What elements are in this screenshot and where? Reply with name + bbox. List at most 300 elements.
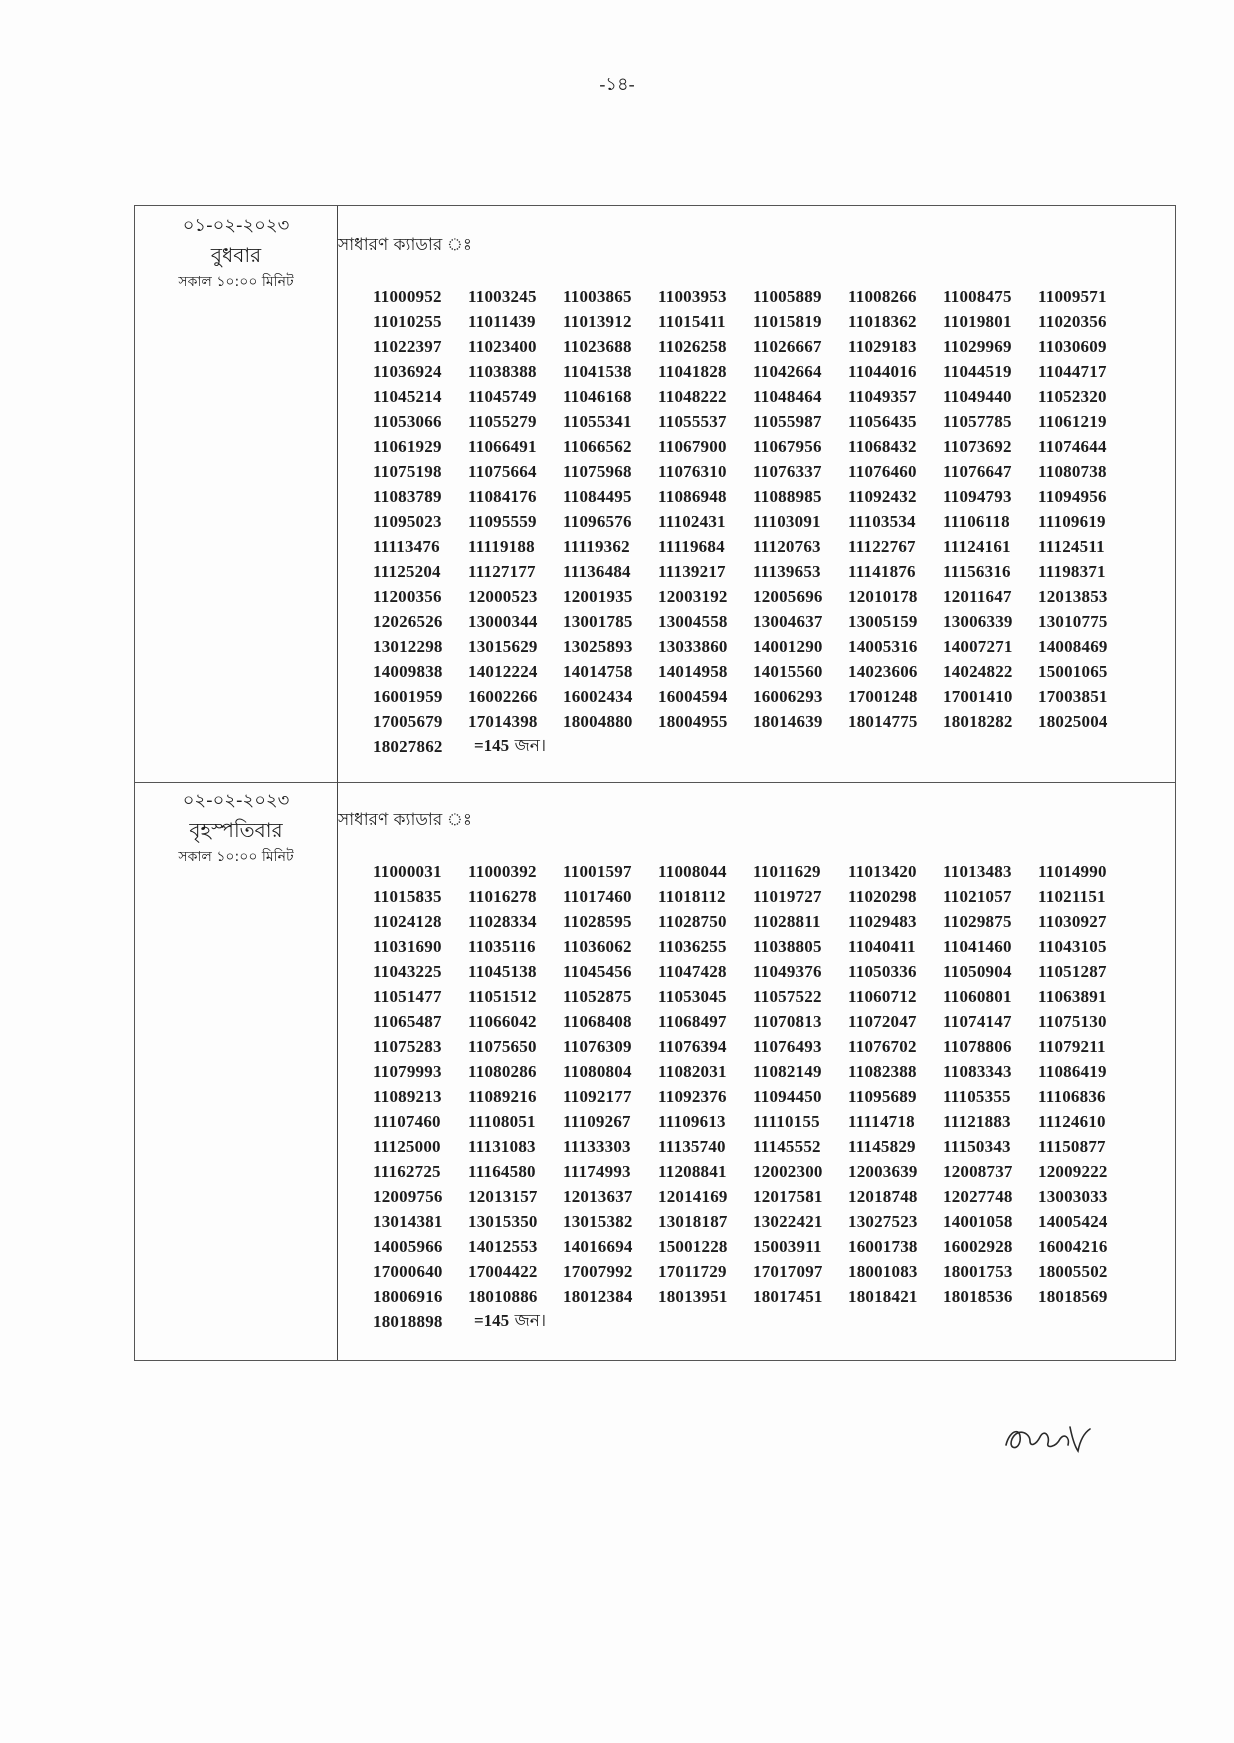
roll-row bbox=[373, 1084, 1133, 1109]
schedule-block bbox=[134, 781, 1176, 1361]
roll-number: 11013483 bbox=[943, 861, 1012, 881]
roll-row bbox=[373, 1059, 1133, 1084]
roll-number: 11102431 bbox=[658, 511, 726, 531]
roll-number: 11003953 bbox=[658, 286, 727, 306]
roll-number: 11008044 bbox=[658, 861, 727, 881]
roll-number: 11135740 bbox=[658, 1136, 726, 1156]
roll-row bbox=[373, 559, 1133, 584]
roll-row bbox=[373, 1309, 1133, 1334]
roll-number: 18018282 bbox=[943, 711, 1013, 731]
roll-number: 12009756 bbox=[373, 1186, 443, 1206]
roll-number: 18001753 bbox=[943, 1261, 1013, 1281]
roll-number: 11076337 bbox=[753, 461, 822, 481]
exam-time: সকাল ১০:০০ মিনিট bbox=[178, 274, 294, 290]
roll-number: 12013157 bbox=[468, 1186, 538, 1206]
roll-number: 11022397 bbox=[373, 336, 442, 356]
roll-number: 17004422 bbox=[468, 1261, 538, 1281]
roll-number: 18014639 bbox=[753, 711, 823, 731]
roll-row bbox=[373, 959, 1133, 984]
total-count bbox=[474, 733, 546, 761]
roll-number: 18001083 bbox=[848, 1261, 918, 1281]
roll-number: 11036062 bbox=[563, 936, 632, 956]
roll-number: 11089213 bbox=[373, 1086, 442, 1106]
roll-number: 11076647 bbox=[943, 461, 1012, 481]
roll-number: 11174993 bbox=[563, 1161, 631, 1181]
roll-number: 11053066 bbox=[373, 411, 442, 431]
roll-number: 11038388 bbox=[468, 361, 537, 381]
roll-row bbox=[373, 984, 1133, 1009]
roll-number: 14012224 bbox=[468, 661, 538, 681]
roll-number: 11046168 bbox=[563, 386, 632, 406]
roll-number: 14016694 bbox=[563, 1236, 633, 1256]
roll-row bbox=[373, 1009, 1133, 1034]
roll-number: 16001959 bbox=[373, 686, 443, 706]
roll-number: 11019727 bbox=[753, 886, 822, 906]
roll-number: 11136484 bbox=[563, 561, 631, 581]
roll-number: 11119188 bbox=[468, 536, 535, 556]
roll-number: 14005966 bbox=[373, 1236, 443, 1256]
roll-number: 11026667 bbox=[753, 336, 822, 356]
roll-row bbox=[373, 284, 1133, 309]
roll-number: 11124511 bbox=[1038, 536, 1105, 556]
roll-number: 11092177 bbox=[563, 1086, 632, 1106]
roll-number: 14023606 bbox=[848, 661, 918, 681]
roll-number: 11141876 bbox=[848, 561, 916, 581]
roll-number: 13027523 bbox=[848, 1211, 918, 1231]
exam-time: সকাল ১০:০০ মিনিট bbox=[178, 849, 294, 865]
roll-number: 17003851 bbox=[1038, 686, 1108, 706]
roll-row bbox=[373, 634, 1133, 659]
roll-number: 11105355 bbox=[943, 1086, 1011, 1106]
roll-number: 11074644 bbox=[1038, 436, 1107, 456]
roll-number: 11108051 bbox=[468, 1111, 536, 1131]
roll-number: 18027862 bbox=[373, 736, 443, 756]
roll-number: 11010255 bbox=[373, 311, 442, 331]
roll-number: 11072047 bbox=[848, 1011, 917, 1031]
roll-number: 11045214 bbox=[373, 386, 442, 406]
roll-number: 15001065 bbox=[1038, 661, 1108, 681]
roll-number: 13014381 bbox=[373, 1211, 443, 1231]
roll-number: 11095023 bbox=[373, 511, 442, 531]
cadre-heading: সাধারণ ক্যাডার ঃ bbox=[338, 235, 472, 255]
roll-row bbox=[373, 384, 1133, 409]
date-cell bbox=[135, 781, 338, 1360]
roll-number: 12002300 bbox=[753, 1161, 823, 1181]
roll-number: 11150877 bbox=[1038, 1136, 1106, 1156]
roll-number: 11200356 bbox=[373, 586, 442, 606]
roll-row bbox=[373, 334, 1133, 359]
roll-number: 11041828 bbox=[658, 361, 727, 381]
roll-number: 13001785 bbox=[563, 611, 633, 631]
roll-number: 11008475 bbox=[943, 286, 1012, 306]
roll-number: 11092432 bbox=[848, 486, 917, 506]
roll-number: 13033860 bbox=[658, 636, 728, 656]
roll-number: 12017581 bbox=[753, 1186, 823, 1206]
roll-number: 13003033 bbox=[1038, 1186, 1108, 1206]
roll-number: 12008737 bbox=[943, 1161, 1013, 1181]
roll-number: 15003911 bbox=[753, 1236, 822, 1256]
roll-number: 18005502 bbox=[1038, 1261, 1108, 1281]
roll-number: 12011647 bbox=[943, 586, 1012, 606]
roll-number: 11122767 bbox=[848, 536, 916, 556]
roll-number: 11023688 bbox=[563, 336, 632, 356]
roll-number: 11021151 bbox=[1038, 886, 1106, 906]
roll-number: 11057785 bbox=[943, 411, 1012, 431]
roll-number: 12009222 bbox=[1038, 1161, 1108, 1181]
roll-number: 11131083 bbox=[468, 1136, 536, 1156]
roll-number: 11076702 bbox=[848, 1036, 917, 1056]
roll-number: 11029183 bbox=[848, 336, 917, 356]
roll-number: 11080738 bbox=[1038, 461, 1107, 481]
roll-number: 11066491 bbox=[468, 436, 537, 456]
roll-number: 11094793 bbox=[943, 486, 1012, 506]
roll-number: 17007992 bbox=[563, 1261, 633, 1281]
roll-number: 11029483 bbox=[848, 911, 917, 931]
roll-row bbox=[373, 709, 1133, 734]
roll-number: 11068432 bbox=[848, 436, 917, 456]
roll-row bbox=[373, 584, 1133, 609]
roll-number: 11013420 bbox=[848, 861, 917, 881]
roll-number: 11133303 bbox=[563, 1136, 631, 1156]
roll-row bbox=[373, 309, 1133, 334]
roll-number: 11070813 bbox=[753, 1011, 822, 1031]
roll-number: 13022421 bbox=[753, 1211, 823, 1231]
roll-number: 18004955 bbox=[658, 711, 728, 731]
exam-day: বুধবার bbox=[210, 243, 262, 267]
total-value: =145 bbox=[474, 735, 510, 755]
roll-number: 11084495 bbox=[563, 486, 632, 506]
roll-number: 12013637 bbox=[563, 1186, 633, 1206]
roll-number: 11055341 bbox=[563, 411, 632, 431]
roll-number: 16001738 bbox=[848, 1236, 918, 1256]
roll-row bbox=[373, 484, 1133, 509]
roll-number: 16004594 bbox=[658, 686, 728, 706]
roll-number: 11075130 bbox=[1038, 1011, 1107, 1031]
roll-number: 16002434 bbox=[563, 686, 633, 706]
roll-number: 13004558 bbox=[658, 611, 728, 631]
roll-number: 11052320 bbox=[1038, 386, 1107, 406]
roll-number: 11045456 bbox=[563, 961, 632, 981]
roll-number: 11049357 bbox=[848, 386, 917, 406]
roll-number: 11076460 bbox=[848, 461, 917, 481]
roll-number: 11035116 bbox=[468, 936, 536, 956]
roll-number: 11020356 bbox=[1038, 311, 1107, 331]
roll-number: 11000392 bbox=[468, 861, 537, 881]
roll-number: 11051477 bbox=[373, 986, 442, 1006]
total-count bbox=[474, 1308, 546, 1336]
roll-number: 11164580 bbox=[468, 1161, 536, 1181]
roll-number: 11094956 bbox=[1038, 486, 1107, 506]
roll-number: 11106836 bbox=[1038, 1086, 1106, 1106]
roll-number: 11139217 bbox=[658, 561, 726, 581]
roll-number: 11042664 bbox=[753, 361, 822, 381]
roll-cell bbox=[338, 206, 1175, 782]
roll-number: 11113476 bbox=[373, 536, 440, 556]
roll-number: 17000640 bbox=[373, 1261, 443, 1281]
roll-number: 11043225 bbox=[373, 961, 442, 981]
roll-number: 11021057 bbox=[943, 886, 1012, 906]
roll-number: 11053045 bbox=[658, 986, 727, 1006]
roll-number: 11028334 bbox=[468, 911, 537, 931]
roll-row bbox=[373, 734, 1133, 759]
roll-number: 11120763 bbox=[753, 536, 821, 556]
roll-number: 11020298 bbox=[848, 886, 917, 906]
roll-number: 11198371 bbox=[1038, 561, 1106, 581]
exam-date: ০২-০২-২০২৩ bbox=[182, 790, 290, 811]
roll-number: 18018421 bbox=[848, 1286, 918, 1306]
roll-number: 18018569 bbox=[1038, 1286, 1108, 1306]
roll-number: 11083789 bbox=[373, 486, 442, 506]
roll-number: 11075664 bbox=[468, 461, 537, 481]
roll-number: 18014775 bbox=[848, 711, 918, 731]
roll-number: 11038805 bbox=[753, 936, 822, 956]
roll-number: 16002266 bbox=[468, 686, 538, 706]
roll-row bbox=[373, 534, 1133, 559]
roll-number: 11018112 bbox=[658, 886, 726, 906]
date-cell bbox=[135, 206, 338, 782]
roll-row bbox=[373, 434, 1133, 459]
roll-number: 11028595 bbox=[563, 911, 632, 931]
roll-number-list bbox=[373, 859, 1133, 1334]
roll-number: 12000523 bbox=[468, 586, 538, 606]
roll-number: 11145829 bbox=[848, 1136, 916, 1156]
total-unit: জন। bbox=[509, 735, 547, 756]
roll-number: 11109619 bbox=[1038, 511, 1106, 531]
roll-number: 11061219 bbox=[1038, 411, 1107, 431]
roll-number: 11048222 bbox=[658, 386, 727, 406]
roll-number: 11109267 bbox=[563, 1111, 631, 1131]
roll-number: 11127177 bbox=[468, 561, 536, 581]
roll-number: 11011629 bbox=[753, 861, 821, 881]
roll-number: 16006293 bbox=[753, 686, 823, 706]
roll-number: 15001228 bbox=[658, 1236, 728, 1256]
roll-number: 17011729 bbox=[658, 1261, 727, 1281]
roll-number: 14014758 bbox=[563, 661, 633, 681]
roll-number: 11026258 bbox=[658, 336, 727, 356]
roll-number: 11124161 bbox=[943, 536, 1011, 556]
roll-number: 11028750 bbox=[658, 911, 727, 931]
roll-number: 12026526 bbox=[373, 611, 443, 631]
roll-number: 18025004 bbox=[1038, 711, 1108, 731]
roll-number: 11029875 bbox=[943, 911, 1012, 931]
roll-number: 11001597 bbox=[563, 861, 632, 881]
roll-number: 11015835 bbox=[373, 886, 442, 906]
total-value: =145 bbox=[474, 1310, 510, 1330]
signature-mark bbox=[1000, 1415, 1110, 1465]
roll-row bbox=[373, 909, 1133, 934]
roll-row bbox=[373, 409, 1133, 434]
roll-number: 11103534 bbox=[848, 511, 916, 531]
roll-number: 11139653 bbox=[753, 561, 821, 581]
roll-number: 11000031 bbox=[373, 861, 442, 881]
roll-number: 11050336 bbox=[848, 961, 917, 981]
roll-number: 16004216 bbox=[1038, 1236, 1108, 1256]
roll-row bbox=[373, 609, 1133, 634]
roll-row bbox=[373, 459, 1133, 484]
roll-number: 11076493 bbox=[753, 1036, 822, 1056]
roll-row bbox=[373, 359, 1133, 384]
roll-number: 11003245 bbox=[468, 286, 537, 306]
roll-number: 14024822 bbox=[943, 661, 1013, 681]
roll-number: 11014990 bbox=[1038, 861, 1107, 881]
roll-number: 11208841 bbox=[658, 1161, 727, 1181]
roll-row bbox=[373, 934, 1133, 959]
roll-number: 13012298 bbox=[373, 636, 443, 656]
roll-number: 11030927 bbox=[1038, 911, 1107, 931]
roll-number: 11028811 bbox=[753, 911, 821, 931]
roll-number: 11047428 bbox=[658, 961, 727, 981]
roll-number: 11013912 bbox=[563, 311, 632, 331]
roll-number: 11066562 bbox=[563, 436, 632, 456]
roll-number: 11055987 bbox=[753, 411, 822, 431]
roll-row bbox=[373, 1259, 1133, 1284]
roll-number: 18012384 bbox=[563, 1286, 633, 1306]
roll-number: 11044717 bbox=[1038, 361, 1107, 381]
roll-number: 11095559 bbox=[468, 511, 537, 531]
roll-number: 11045138 bbox=[468, 961, 537, 981]
roll-number: 11055537 bbox=[658, 411, 727, 431]
roll-number: 12014169 bbox=[658, 1186, 728, 1206]
cadre-heading: সাধারণ ক্যাডার ঃ bbox=[338, 810, 472, 830]
roll-number: 12003639 bbox=[848, 1161, 918, 1181]
roll-number: 14005316 bbox=[848, 636, 918, 656]
roll-number: 11075968 bbox=[563, 461, 632, 481]
roll-number: 12013853 bbox=[1038, 586, 1108, 606]
roll-number: 11080286 bbox=[468, 1061, 537, 1081]
roll-row bbox=[373, 859, 1133, 884]
roll-number: 17005679 bbox=[373, 711, 443, 731]
roll-number: 11031690 bbox=[373, 936, 442, 956]
roll-number: 11082149 bbox=[753, 1061, 822, 1081]
roll-number: 11008266 bbox=[848, 286, 917, 306]
roll-number: 11073692 bbox=[943, 436, 1012, 456]
roll-number: 11015411 bbox=[658, 311, 726, 331]
page-number: -১৪- bbox=[599, 74, 635, 94]
roll-number: 11017460 bbox=[563, 886, 632, 906]
roll-number: 11125000 bbox=[373, 1136, 441, 1156]
roll-number: 11009571 bbox=[1038, 286, 1107, 306]
roll-number: 14009838 bbox=[373, 661, 443, 681]
roll-number: 12005696 bbox=[753, 586, 823, 606]
roll-number: 11016278 bbox=[468, 886, 537, 906]
exam-date: ০১-০২-২০২৩ bbox=[182, 215, 290, 236]
roll-number: 11086948 bbox=[658, 486, 727, 506]
roll-number: 11086419 bbox=[1038, 1061, 1107, 1081]
roll-number: 11082031 bbox=[658, 1061, 727, 1081]
roll-number: 11003865 bbox=[563, 286, 632, 306]
roll-number: 11050904 bbox=[943, 961, 1012, 981]
roll-number: 11110155 bbox=[753, 1111, 820, 1131]
roll-number: 11095689 bbox=[848, 1086, 917, 1106]
roll-number: 11055279 bbox=[468, 411, 537, 431]
roll-number: 18013951 bbox=[658, 1286, 728, 1306]
roll-number: 11036255 bbox=[658, 936, 727, 956]
roll-row bbox=[373, 1034, 1133, 1059]
roll-row bbox=[373, 1209, 1133, 1234]
roll-number: 12001935 bbox=[563, 586, 633, 606]
roll-number: 11075198 bbox=[373, 461, 442, 481]
roll-number: 17001248 bbox=[848, 686, 918, 706]
roll-number: 18004880 bbox=[563, 711, 633, 731]
roll-number: 11092376 bbox=[658, 1086, 727, 1106]
roll-number: 11078806 bbox=[943, 1036, 1012, 1056]
roll-number: 11125204 bbox=[373, 561, 441, 581]
roll-number: 13025893 bbox=[563, 636, 633, 656]
roll-row bbox=[373, 1134, 1133, 1159]
roll-number: 11068408 bbox=[563, 1011, 632, 1031]
roll-number: 11044519 bbox=[943, 361, 1012, 381]
roll-row bbox=[373, 1184, 1133, 1209]
roll-number: 11089216 bbox=[468, 1086, 537, 1106]
roll-number: 11080804 bbox=[563, 1061, 632, 1081]
roll-number: 11005889 bbox=[753, 286, 822, 306]
roll-number: 11068497 bbox=[658, 1011, 727, 1031]
roll-number: 11049376 bbox=[753, 961, 822, 981]
roll-number: 11084176 bbox=[468, 486, 537, 506]
roll-number: 12010178 bbox=[848, 586, 918, 606]
roll-number: 12027748 bbox=[943, 1186, 1013, 1206]
roll-row bbox=[373, 684, 1133, 709]
roll-row bbox=[373, 1159, 1133, 1184]
exam-day: বৃহস্পতিবার bbox=[189, 818, 283, 842]
roll-number: 11011439 bbox=[468, 311, 536, 331]
roll-row bbox=[373, 1109, 1133, 1134]
roll-number: 11056435 bbox=[848, 411, 917, 431]
roll-number: 11162725 bbox=[373, 1161, 441, 1181]
roll-number: 18006916 bbox=[373, 1286, 443, 1306]
roll-number: 11060801 bbox=[943, 986, 1012, 1006]
roll-number: 11041538 bbox=[563, 361, 632, 381]
roll-number: 12018748 bbox=[848, 1186, 918, 1206]
roll-number: 11083343 bbox=[943, 1061, 1012, 1081]
roll-number: 11119362 bbox=[563, 536, 630, 556]
roll-number: 13006339 bbox=[943, 611, 1013, 631]
roll-number: 11044016 bbox=[848, 361, 917, 381]
roll-number: 11067900 bbox=[658, 436, 727, 456]
roll-number: 11067956 bbox=[753, 436, 822, 456]
roll-number: 11114718 bbox=[848, 1111, 915, 1131]
roll-number: 11107460 bbox=[373, 1111, 441, 1131]
roll-number: 11040411 bbox=[848, 936, 916, 956]
roll-number: 11121883 bbox=[943, 1111, 1011, 1131]
roll-number: 11096576 bbox=[563, 511, 632, 531]
roll-number: 11023400 bbox=[468, 336, 537, 356]
roll-number: 11106118 bbox=[943, 511, 1010, 531]
roll-number: 14008469 bbox=[1038, 636, 1108, 656]
roll-number: 13015350 bbox=[468, 1211, 538, 1231]
roll-number: 14001058 bbox=[943, 1211, 1013, 1231]
roll-number: 11024128 bbox=[373, 911, 442, 931]
roll-number: 13015382 bbox=[563, 1211, 633, 1231]
roll-number: 14012553 bbox=[468, 1236, 538, 1256]
roll-number: 11048464 bbox=[753, 386, 822, 406]
roll-number: 14015560 bbox=[753, 661, 823, 681]
roll-number-list bbox=[373, 284, 1133, 759]
roll-number: 13015629 bbox=[468, 636, 538, 656]
schedule-block bbox=[134, 205, 1176, 783]
roll-number: 11060712 bbox=[848, 986, 917, 1006]
roll-number: 11082388 bbox=[848, 1061, 917, 1081]
total-unit: জন। bbox=[509, 1310, 547, 1331]
roll-number: 11124610 bbox=[1038, 1111, 1106, 1131]
roll-number: 11063891 bbox=[1038, 986, 1107, 1006]
roll-number: 11074147 bbox=[943, 1011, 1012, 1031]
roll-number: 11041460 bbox=[943, 936, 1012, 956]
roll-number: 11109613 bbox=[658, 1111, 726, 1131]
roll-number: 14005424 bbox=[1038, 1211, 1108, 1231]
roll-number: 12003192 bbox=[658, 586, 728, 606]
roll-number: 14014958 bbox=[658, 661, 728, 681]
